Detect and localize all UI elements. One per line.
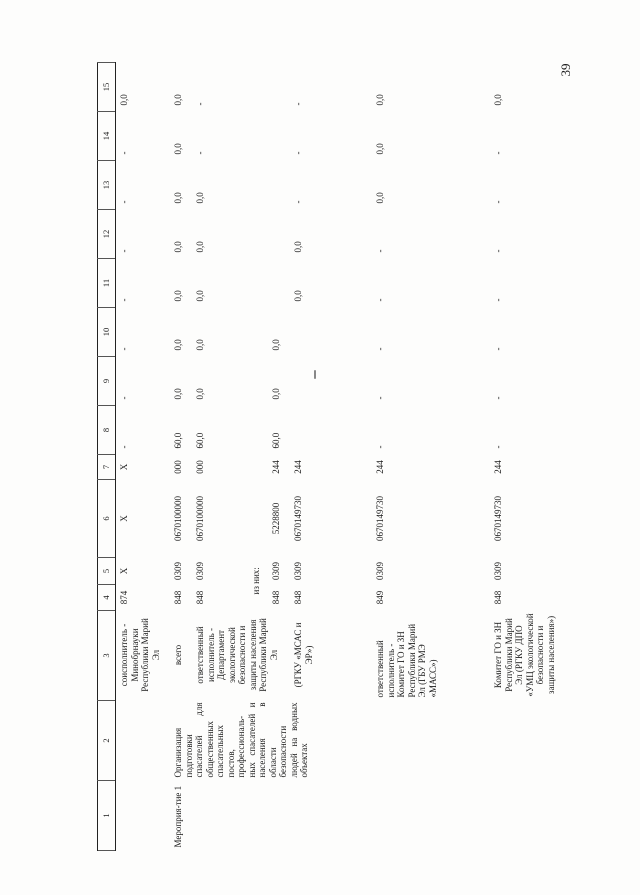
program-cell: Мероприя-тие 1 <box>173 785 183 848</box>
value-cell: - <box>493 298 503 302</box>
csr-cell: 0670149730 <box>293 496 303 541</box>
column-number: 1 <box>98 781 116 851</box>
rzpr-cell: 0309 <box>195 562 205 580</box>
value-cell: 60,0 <box>195 432 205 449</box>
value-cell <box>268 112 290 161</box>
column-number: 4 <box>98 585 116 611</box>
value-cell: - <box>493 347 503 351</box>
value-cell: - <box>195 151 205 155</box>
csr-cell: 0670100000 <box>173 496 183 541</box>
column-number-row <box>98 63 116 851</box>
value-cell: 0,0 <box>173 290 183 302</box>
value-cell: - <box>119 151 129 155</box>
value-cell: 0,0 <box>195 339 205 351</box>
value-cell: 0,0 <box>271 339 281 351</box>
value-cell: 0,0 <box>271 388 281 400</box>
value-cell: - <box>375 249 385 253</box>
grbs-cell: 848 <box>173 590 183 605</box>
value-cell: - <box>293 200 303 204</box>
value-cell: - <box>293 151 303 155</box>
column-number: 8 <box>98 406 116 455</box>
column-number: 9 <box>98 357 116 406</box>
vr-cell: 000 <box>173 460 183 474</box>
value-cell: 0,0 <box>375 192 385 204</box>
csr-cell: 5228800 <box>271 502 281 535</box>
of-which-label: из них: <box>251 567 261 595</box>
grbs-cell: 848 <box>493 590 503 605</box>
column-number: 10 <box>98 308 116 357</box>
column-number: 11 <box>98 259 116 308</box>
rotated-table-frame <box>97 63 556 851</box>
column-number: 2 <box>98 701 116 781</box>
value-cell <box>268 210 290 259</box>
rzpr-cell: 0309 <box>271 562 281 580</box>
value-cell <box>268 161 290 210</box>
value-cell: 0,0 <box>195 241 205 253</box>
executor-cell: всего <box>173 644 183 666</box>
csr-cell: 0670149730 <box>493 496 503 541</box>
executor-cell: соисполнитель - Минобрнауки Республики Марий Эл <box>119 618 161 692</box>
table-row-coexecutor <box>116 63 171 851</box>
rzpr-cell: 0309 <box>293 562 303 580</box>
column-number: 14 <box>98 112 116 161</box>
value-cell: - <box>119 445 129 449</box>
executor-cell: Комитет ГО и ЗН Республики Марий Эл (РГКУ ДПО «УМЦ экологической безопасности и защиты населения») <box>493 613 556 697</box>
value-cell: - <box>375 445 385 449</box>
vr-cell: 244 <box>293 460 303 474</box>
value-cell: 0,0 <box>195 388 205 400</box>
column-number: 13 <box>98 161 116 210</box>
column-number: 5 <box>98 558 116 585</box>
csr-cell: X <box>119 515 129 522</box>
column-number: 3 <box>98 611 116 701</box>
executor-cell: ответственный исполнитель - Комитет ГО и ЗН Республики Марий Эл (ГБУ РМЭ «МАСС») <box>375 623 438 698</box>
value-cell: 0,0 <box>293 241 303 253</box>
vr-cell: X <box>119 463 129 471</box>
csr-cell: 0670149730 <box>375 496 385 541</box>
vr-cell: 244 <box>271 460 281 474</box>
value-cell: - <box>493 249 503 253</box>
vr-cell: 000 <box>195 460 205 474</box>
value-cell: - <box>119 200 129 204</box>
executor-cell: (РГКУ «МСАС и ЭР») <box>293 622 314 688</box>
column-number: 15 <box>98 63 116 112</box>
program-cell <box>116 781 171 851</box>
rzpr-cell: X <box>119 567 129 575</box>
value-cell: 0,0 <box>173 192 183 204</box>
value-cell: - <box>195 102 205 106</box>
value-cell: - <box>493 200 503 204</box>
value-cell: - <box>119 298 129 302</box>
value-cell: - <box>375 347 385 351</box>
value-cell: 0,0 <box>173 241 183 253</box>
grbs-cell: 848 <box>293 590 303 605</box>
value-cell <box>268 63 290 112</box>
value-cell: - <box>493 445 503 449</box>
rzpr-cell: 0309 <box>493 562 503 580</box>
value-cell: 60,0 <box>173 432 183 449</box>
name-cell <box>116 701 171 781</box>
budget-table <box>97 62 604 851</box>
value-cell: - <box>119 347 129 351</box>
value-cell <box>290 357 372 406</box>
value-cell: 0,0 <box>493 94 503 106</box>
grbs-cell: 874 <box>119 590 129 605</box>
column-number: 6 <box>98 480 116 558</box>
grbs-cell: 849 <box>375 590 385 605</box>
value-cell <box>268 259 290 308</box>
value-cell: 0,0 <box>173 388 183 400</box>
value-cell: 60,0 <box>271 432 281 449</box>
value-cell <box>290 406 372 455</box>
value-cell: - <box>493 396 503 400</box>
value-cell: - <box>493 151 503 155</box>
value-cell: 0,0 <box>293 290 303 302</box>
page-number: 39 <box>558 63 573 77</box>
grbs-cell: 848 <box>195 590 205 605</box>
value-cell: 0,0 <box>195 192 205 204</box>
rzpr-cell: 0309 <box>173 562 183 580</box>
value-cell: 0,0 <box>195 290 205 302</box>
grbs-cell: 848 <box>271 590 281 605</box>
value-cell: 0,0 <box>119 94 129 106</box>
value-cell: - <box>375 396 385 400</box>
rzpr-cell: 0309 <box>375 562 385 580</box>
value-cell: 0,0 <box>375 94 385 106</box>
column-number: 7 <box>98 455 116 480</box>
value-cell: 0,0 <box>173 94 183 106</box>
name-cell: Организация подготовки спасателей для общественных спасательных постов, профессиональ-ных спасателей и населения в области безопасности людей на водных объектах <box>173 702 309 778</box>
value-cell: 0,0 <box>173 339 183 351</box>
vr-cell: 244 <box>375 460 385 474</box>
value-cell: - <box>293 102 303 106</box>
csr-cell: 0670100000 <box>195 496 205 541</box>
value-cell: - <box>119 396 129 400</box>
value-cell: - <box>119 249 129 253</box>
vr-cell: 244 <box>493 460 503 474</box>
table-row-total <box>170 63 192 851</box>
value-cell: - <box>375 298 385 302</box>
column-number: 12 <box>98 210 116 259</box>
value-cell: 0,0 <box>375 143 385 155</box>
value-cell: 0,0 <box>173 143 183 155</box>
value-cell <box>290 308 372 357</box>
executor-cell: ответственный исполнитель - Департамент экологической безопасности и защиты населения Республики Марий Эл <box>195 618 279 692</box>
